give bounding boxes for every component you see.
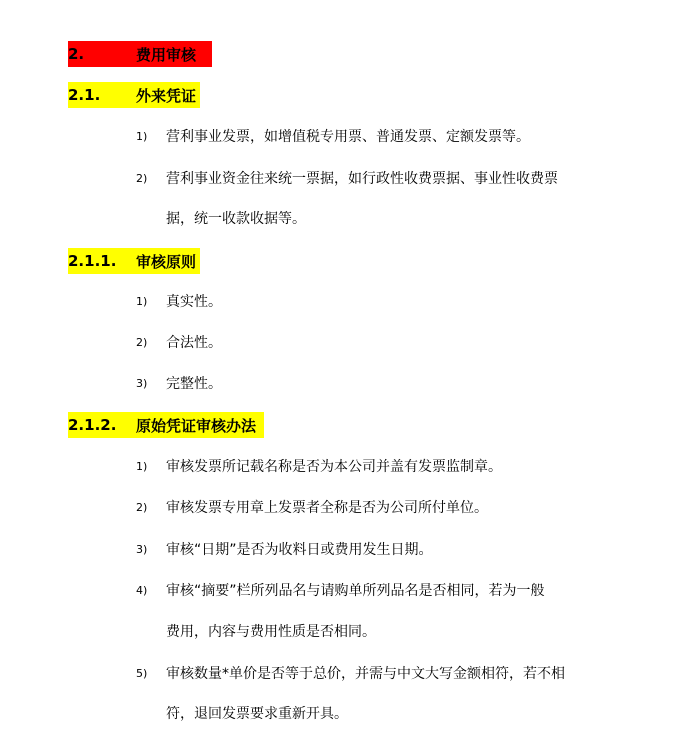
list-text: 完整性。 [166, 376, 222, 392]
section-2-heading [68, 41, 212, 67]
list-text: 营利事业发票，如增值税专用票、普通发票、定额发票等。 [166, 129, 530, 145]
section-title: 费用审核 [136, 45, 197, 64]
list-text: 真实性。 [166, 294, 222, 310]
list-text: 据，统一收款收据等。 [166, 211, 306, 227]
section-number: 2.1.1. [68, 252, 117, 270]
list-marker: 2) [136, 172, 148, 185]
list-text: 审核数量*单价是否等于总价，并需与中文大写金额相符，若不相 [166, 666, 565, 682]
list-marker: 1) [136, 295, 148, 308]
section-title: 审核原则 [136, 252, 197, 271]
list-text: 合法性。 [166, 335, 222, 351]
section-number: 2.1. [68, 86, 101, 104]
list-marker: 1) [136, 460, 148, 473]
list-text: 营利事业资金往来统一票据，如行政性收费票据、事业性收费票 [166, 171, 558, 187]
list-text: 审核发票专用章上发票者全称是否为公司所付单位。 [166, 500, 488, 516]
section-2-1-heading [68, 82, 200, 108]
list-marker: 4) [136, 584, 148, 597]
section-title: 外来凭证 [136, 86, 197, 105]
list-marker: 3) [136, 377, 148, 390]
section-title: 原始凭证审核办法 [136, 416, 257, 435]
list-text: 符，退回发票要求重新开具。 [166, 706, 348, 722]
list-text: 审核“日期”是否为收料日或费用发生日期。 [166, 542, 433, 558]
list-marker: 5) [136, 667, 148, 680]
list-marker: 2) [136, 501, 148, 514]
list-text: 审核发票所记载名称是否为本公司并盖有发票监制章。 [166, 459, 502, 475]
section-2-1-1-heading [68, 248, 200, 274]
list-text: 费用，内容与费用性质是否相同。 [166, 624, 376, 640]
list-marker: 1) [136, 130, 148, 143]
list-marker: 2) [136, 336, 148, 349]
section-2-1-2-heading [68, 412, 264, 438]
list-marker: 3) [136, 543, 148, 556]
list-text: 审核“摘要”栏所列品名与请购单所列品名是否相同，若为一般 [166, 583, 545, 599]
section-number: 2. [68, 45, 85, 63]
section-number: 2.1.2. [68, 416, 117, 434]
